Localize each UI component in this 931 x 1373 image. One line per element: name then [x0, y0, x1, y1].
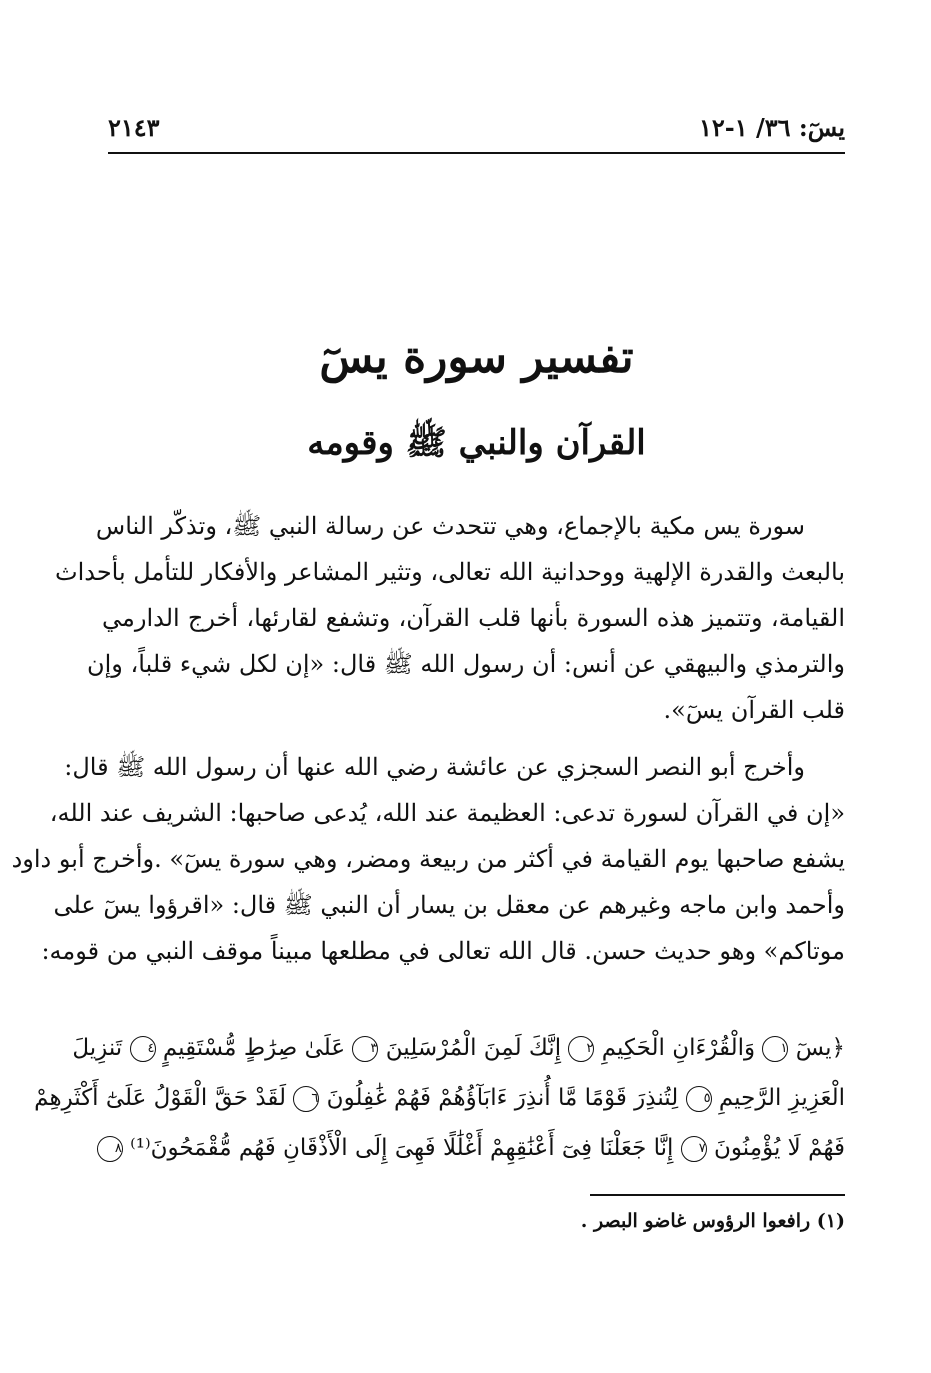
- paragraph-line: سورة يس مكية بالإجماع، وهي تتحدث عن رسالة النبي ﷺ، وتذكّر الناس: [95, 512, 805, 540]
- verse-line: [102, 1123, 845, 1173]
- paragraph-line: القيامة، وتتميز هذه السورة بأنها قلب القرآن، وتشفع لقارئها، أخرج الدارمي: [102, 604, 845, 632]
- paragraph-intro: [54, 503, 845, 733]
- verse-number-marker: ١: [762, 1036, 788, 1062]
- paragraph-line: والترمذي والبيهقي عن أنس: أن رسول الله ﷺ قال: «إن لكل شيء قلباً، وإن: [87, 650, 845, 678]
- verse-text: تَنزِيلَ: [72, 1035, 123, 1061]
- verse-number-marker: ٣: [352, 1036, 378, 1062]
- paragraph-line: قلب القرآن يسٓ».: [663, 696, 845, 724]
- paragraph-line: بالبعث والقدرة الإلهية ووحدانية الله تعالى، وتثير المشاعر والأفكار للتأمل بأحداث: [54, 558, 845, 586]
- section-subtitle: القرآن والنبي ﷺ وقومه: [307, 423, 646, 463]
- footnote-separator: [590, 1194, 845, 1196]
- verse-line: [34, 1073, 845, 1123]
- paragraph-line: وأخرج أبو النصر السجزي عن عائشة رضي الله عنها أن رسول الله ﷺ قال:: [64, 753, 805, 781]
- paragraph-line: وأحمد وابن ماجه وغيرهم عن معقل بن يسار أن النبي ﷺ قال: «اقرؤوا يسٓ على: [53, 891, 845, 919]
- quran-verses: [34, 1023, 845, 1173]
- page-header: [108, 112, 845, 154]
- paragraph-line: «إن في القرآن لسورة تدعى: العظيمة عند الله، يُدعى صاحبها: الشريف عند الله،: [49, 799, 845, 827]
- verse-number-marker: ٦: [293, 1086, 319, 1112]
- verse-text: لَقَدْ حَقَّ الْقَوْلُ عَلَىٰٓ أَكْثَرِهِمْ: [34, 1085, 287, 1111]
- surah-reference: يسٓ: ٣٦/ ١-١٢: [698, 113, 845, 142]
- verse-number-marker: ٥: [686, 1086, 712, 1112]
- verse-line: [72, 1023, 845, 1073]
- paragraph-line: يشفع صاحبها يوم القيامة في أكثر من ربيعة ومضر، وهي سورة يسٓ» .وأخرج أبو داود: [11, 845, 845, 873]
- verse-number-marker: ٢: [568, 1036, 594, 1062]
- verse-text: لِتُنذِرَ قَوْمًا مَّا أُنذِرَ ءَابَآؤُهُمْ فَهُمْ غَٰفِلُونَ: [326, 1085, 679, 1111]
- verse-text: وَالْقُرْءَانِ الْحَكِيمِ: [601, 1035, 756, 1061]
- verse-number-marker: ٤: [130, 1036, 156, 1062]
- verse-text: ﴿يسٓ: [795, 1035, 845, 1061]
- verse-text: إِنَّكَ لَمِنَ الْمُرْسَلِينَ: [385, 1035, 562, 1061]
- verse-text: عَلَىٰ صِرَٰطٍ مُّسْتَقِيمٍ: [162, 1035, 346, 1061]
- verse-number-marker: ٧: [681, 1136, 707, 1162]
- verse-number-marker: ٨: [97, 1136, 123, 1162]
- paragraph-line: موتاكم» وهو حديث حسن. قال الله تعالى في مطلعها مبيناً موقف النبي من قومه:: [41, 937, 845, 965]
- verse-text: إِنَّا جَعَلْنَا فِىٓ أَعْنَٰقِهِمْ أَغْلَٰلًا فَهِىَ إِلَى الْأَذْقَانِ فَهُم مُّقْمَحُونَ⁽¹⁾: [130, 1135, 674, 1161]
- page-number: ٢١٤٣: [108, 113, 160, 142]
- footnote: (١) رافعوا الرؤوس غاضو البصر .: [580, 1210, 845, 1232]
- verse-text: فَهُمْ لَا يُؤْمِنُونَ: [714, 1135, 845, 1161]
- chapter-title: تفسير سورة يسٓ: [319, 332, 634, 383]
- verse-text: الْعَزِيزِ الرَّحِيمِ: [718, 1085, 845, 1111]
- paragraph-hadith: [11, 744, 845, 974]
